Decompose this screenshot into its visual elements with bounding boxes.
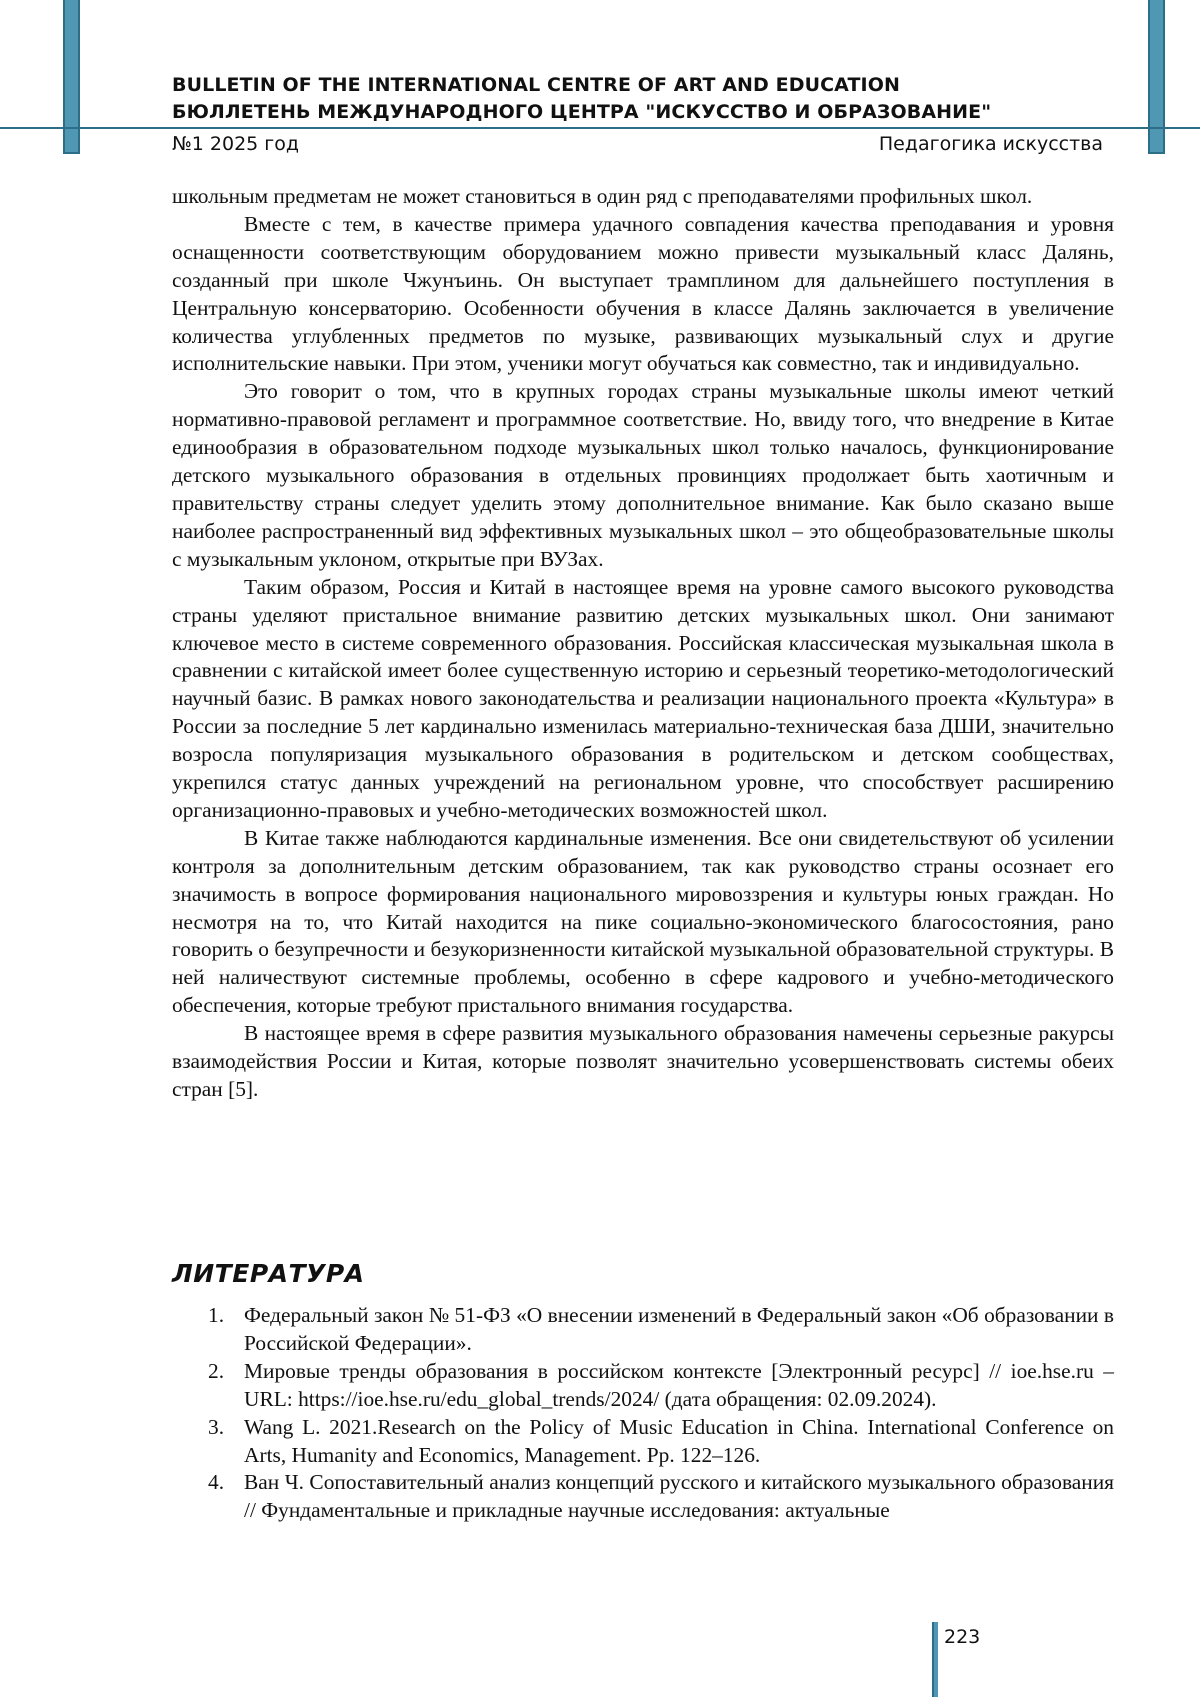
header-rule (0, 127, 1200, 129)
page-number: 223 (944, 1626, 981, 1648)
reference-number: 1. (208, 1303, 225, 1327)
reference-list (172, 1302, 1114, 1525)
reference-item (172, 1469, 1114, 1525)
reference-text: Федеральный закон № 51-ФЗ «О внесении изменений в Федеральный закон «Об образовании в Российской Федерации». (244, 1303, 1114, 1355)
reference-item (172, 1414, 1114, 1470)
section-label: Педагогика искусства (878, 133, 1103, 155)
literature-heading: ЛИТЕРАТУРА (172, 1259, 365, 1288)
body-paragraph: Вместе с тем, в качестве примера удачного совпадения качества преподавания и уровня оснащенности соответствующим оборудованием можно привести музыкальный класс Далянь, созданный при школе Чжунъинь. Он выступает трамплином для дальнейшего поступления в Центральную консерваторию. Особенности обучения в классе Далянь заключается в увеличение количества углубленных предметов по музыке, развивающих музыкальный слух и другие исполнительские навыки. При этом, ученики могут обучаться как совместно, так и индивидуально. (172, 211, 1114, 376)
reference-text: Мировые тренды образования в российском контексте [Электронный ресурс] // ioe.hse.ru – URL: https://ioe.hse.ru/edu_global_trends/2024/ (дата обращения: 02.09.2024). (244, 1358, 1114, 1411)
issue-label: №1 2025 год (172, 133, 300, 155)
body-paragraph: школьным предметам не может становиться в один ряд с преподавателями профильных школ. (172, 184, 1033, 208)
reference-number: 3. (208, 1414, 225, 1439)
journal-title-russian: БЮЛЛЕТЕНЬ МЕЖДУНАРОДНОГО ЦЕНТРА "ИСКУССТВО И ОБРАЗОВАНИЕ" (172, 101, 992, 123)
reference-text: Ван Ч. Сопоставительный анализ концепций русского и китайского музыкального образования // Фундаментальные и прикладные научные исследования: актуальные (244, 1470, 1114, 1523)
body-paragraph: Это говорит о том, что в крупных городах страны музыкальные школы имеют четкий нормативно-правовой регламент и программное соответствие. Но, ввиду того, что внедрение в Китае единообразия в образовательном подходе музыкальных школ только началось, функционирование детского музыкального образования в отдельных провинциях продолжает быть хаотичным и правительству страны следует уделить этому дополнительное внимание. Как было сказано выше наиболее распространенный вид эффективных музыкальных школ – это общеобразовательные школы с музыкальным уклоном, открытые при ВУЗах. (172, 379, 1114, 571)
reference-text: Wang L. 2021.Research on the Policy of Music Education in China. International Conference on Arts, Humanity and Economics, Management. Pp. 122–126. (244, 1414, 1114, 1467)
header-accent-bar-left (63, 0, 80, 154)
body-paragraph: В Китае также наблюдаются кардинальные изменения. Все они свидетельствуют об усилении контроля за дополнительным детским образованием, так как руководство страны осознает его значимость в вопросе формирования национального мировоззрения и культуры юных граждан. Но несмотря на то, что Китай находится на пике социально-экономического благосостояния, рано говорить о безупречности и безукоризненности китайской музыкальной образовательной структуры. В ней наличествуют системные проблемы, особенно в сфере кадрового и учебно-методического обеспечения, которые требуют пристального внимания государства. (172, 825, 1114, 1018)
body-paragraph: В настоящее время в сфере развития музыкального образования намечены серьезные ракурсы взаимодействия России и Китая, которые позволят значительно усовершенствовать системы обеих стран [5]. (172, 1021, 1114, 1101)
reference-number: 4. (208, 1470, 225, 1495)
body-paragraph: Таким образом, Россия и Китай в настоящее время на уровне самого высокого руководства страны уделяют пристальное внимание развитию детских музыкальных школ. Они занимают ключевое место в системе современного образования. Российская классическая музыкальная школа в сравнении с китайской имеет более существенную историю и серьезный теоретико-методологический научный базис. В рамках нового законодательства и реализации национального проекта «Культура» в России за последние 5 лет кардинально изменилась материально-техническая база ДШИ, значительно возросла популяризация музыкального образования в родительском и детском сообществах, укрепился статус данных учреждений на региональном уровне, что способствует расширению организационно-правовых и учебно-методических возможностей школ. (172, 574, 1114, 822)
journal-title-english: BULLETIN OF THE INTERNATIONAL CENTRE OF ART AND EDUCATION (172, 74, 900, 96)
page-number-accent-bar (932, 1622, 938, 1697)
reference-item (172, 1358, 1114, 1414)
header-accent-bar-right (1148, 0, 1165, 154)
reference-number: 2. (208, 1358, 225, 1383)
article-body (172, 183, 1114, 1104)
reference-item (172, 1302, 1114, 1358)
